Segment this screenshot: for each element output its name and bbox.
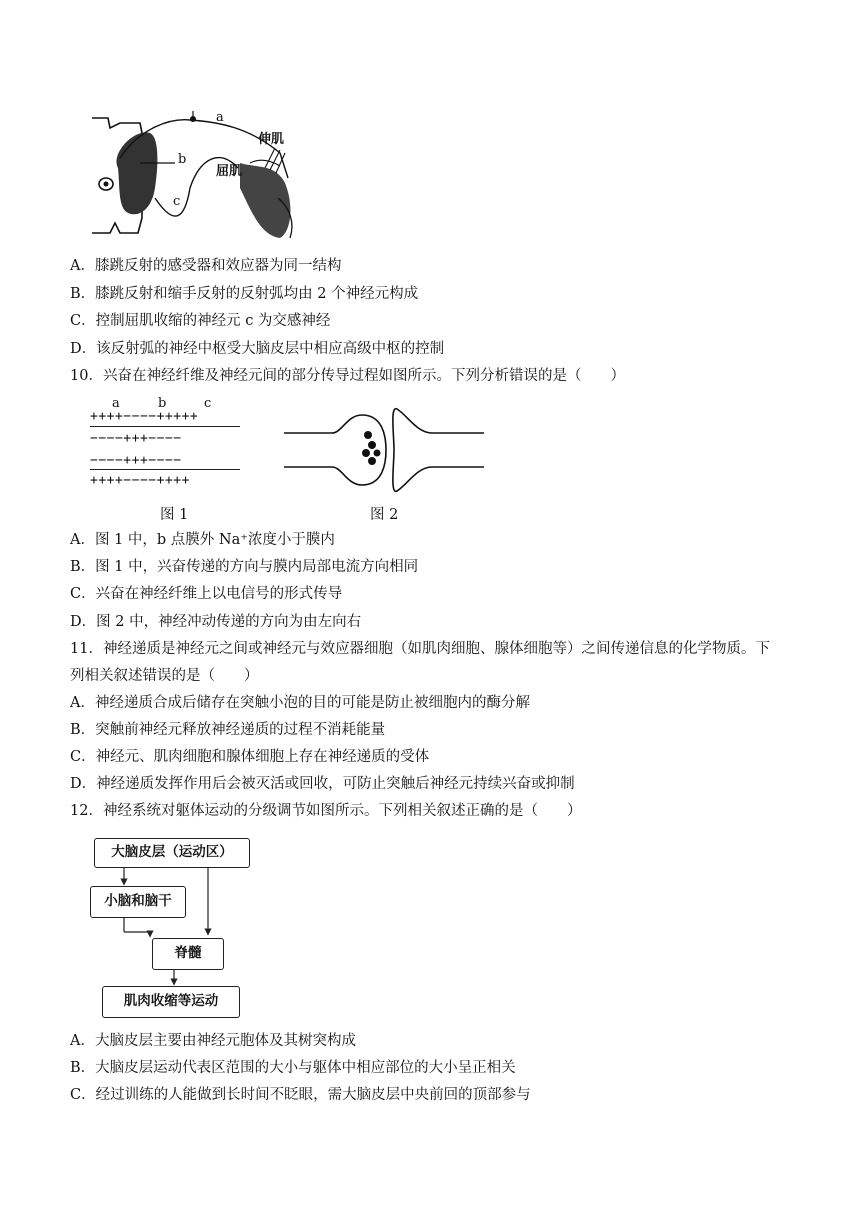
- q9-option-b: B．膝跳反射和缩手反射的反射弧均由 2 个神经元构成: [70, 286, 419, 302]
- q11-option-b: B．突触前神经元释放神经递质的过程不消耗能量: [70, 722, 386, 738]
- synapse-drawing: [282, 405, 492, 495]
- fig1-label-c: c: [204, 396, 212, 411]
- q12-stem: 12．神经系统对躯体运动的分级调节如图所示。下列相关叙述正确的是（ ）: [70, 803, 582, 819]
- knee-reflex-figure: [80, 108, 310, 243]
- q10-option-d: D．图 2 中，神经冲动传递的方向为由左向右: [70, 614, 362, 630]
- flow-box-spinal-cord: 脊髓: [152, 938, 224, 970]
- label-c: c: [173, 194, 181, 209]
- q10-stem: 10．兴奋在神经纤维及神经元间的部分传导过程如图所示。下列分析错误的是（ ）: [70, 368, 625, 384]
- label-extensor: 伸肌: [258, 132, 285, 147]
- label-flexor: 屈肌: [216, 164, 243, 179]
- fig1-label-a: a: [112, 396, 120, 411]
- label-b: b: [178, 152, 187, 167]
- q9-option-d: D．该反射弧的神经中枢受大脑皮层中相应高级中枢的控制: [70, 341, 445, 357]
- fig1-row-2: −−−−+++−−−−: [90, 431, 182, 446]
- q11-stem-line-2: 列相关叙述错误的是（ ）: [70, 668, 259, 684]
- q10-figure-2-synapse: [282, 405, 492, 495]
- fig1-row-1: ++++−−−−+++++: [90, 409, 199, 424]
- q12-flowchart: [88, 836, 258, 1021]
- q11-option-d: D．神经递质发挥作用后会被灭活或回收，可防止突触后神经元持续兴奋或抑制: [70, 776, 575, 792]
- fig2-caption: 图 2: [370, 507, 399, 523]
- q11-stem-line-1: 11．神经递质是神经元之间或神经元与效应器细胞（如肌肉细胞、腺体细胞等）之间传递信息的化学物质。下: [70, 641, 770, 657]
- fig1-membrane-top: [90, 426, 240, 427]
- flow-box-cerebellum-brainstem: 小脑和脑干: [90, 886, 186, 918]
- q9-option-a: A．膝跳反射的感受器和效应器为同一结构: [70, 258, 342, 274]
- q12-option-c: C．经过训练的人能做到长时间不眨眼，需大脑皮层中央前回的顶部参与: [70, 1087, 531, 1103]
- q10-option-a: A．图 1 中，b 点膜外 Na⁺浓度小于膜内: [70, 532, 335, 548]
- fig1-caption: 图 1: [160, 507, 189, 523]
- fig1-row-3: −−−−+++−−−−: [90, 453, 182, 468]
- fig1-membrane-bottom: [90, 469, 240, 470]
- q10-figure-1: [88, 396, 248, 496]
- q12-option-b: B．大脑皮层运动代表区范围的大小与躯体中相应部位的大小呈正相关: [70, 1060, 516, 1076]
- q10-option-b: B．图 1 中，兴奋传递的方向与膜内局部电流方向相同: [70, 559, 419, 575]
- label-a: a: [216, 110, 224, 125]
- q10-option-c: C．兴奋在神经纤维上以电信号的形式传导: [70, 586, 343, 602]
- fig1-label-b: b: [158, 396, 167, 411]
- q9-option-c: C．控制屈肌收缩的神经元 c 为交感神经: [70, 313, 331, 329]
- q12-option-a: A．大脑皮层主要由神经元胞体及其树突构成: [70, 1033, 356, 1049]
- fig1-row-4: ++++−−−−++++: [90, 473, 190, 488]
- flow-box-muscle-contraction: 肌肉收缩等运动: [102, 986, 240, 1018]
- flow-box-cerebral-cortex: 大脑皮层（运动区）: [94, 838, 250, 868]
- q11-option-c: C．神经元、肌肉细胞和腺体细胞上存在神经递质的受体: [70, 749, 430, 765]
- q11-option-a: A．神经递质合成后储存在突触小泡的目的可能是防止被细胞内的酶分解: [70, 695, 530, 711]
